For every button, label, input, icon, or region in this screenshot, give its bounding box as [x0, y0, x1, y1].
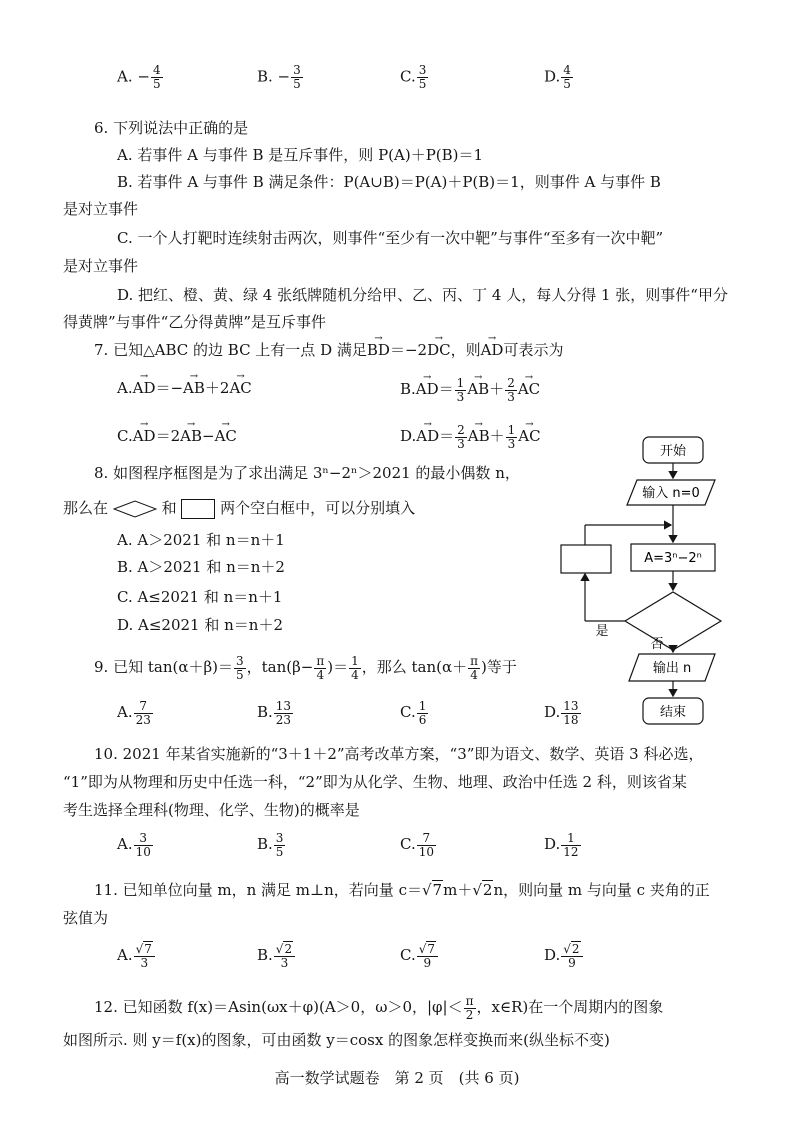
q6-option-a[interactable]: A. 若事件 A 与事件 B 是互斥事件，则 P(A)＋P(B)＝1 — [117, 146, 484, 164]
q9-option-d[interactable]: D. $\frac{13}{18}$ — [544, 698, 579, 727]
q6-stem: 6. 下列说法中正确的是 — [94, 119, 249, 137]
flowchart-blank-box — [561, 545, 611, 573]
q8-option-b[interactable]: B. A＞2021 和 n＝n＋2 — [117, 558, 285, 576]
flowchart-end-label: 结束 — [659, 705, 687, 720]
q11-option-c[interactable]: C. $\frac{√7}{9}$ — [400, 940, 439, 970]
q10-option-a[interactable]: A. $\frac{3}{10}$ — [117, 830, 151, 859]
flowchart-no-label: 否 — [650, 637, 664, 652]
q7-option-a[interactable]: A.→ AD＝−→ AB＋2→ AC — [117, 378, 252, 398]
q8-stem-line1: 8. 如图程序框图是为了求出满足 3ⁿ−2ⁿ＞2021 的最小偶数 n， — [94, 464, 520, 482]
q10-option-d[interactable]: D. $\frac{1}{12}$ — [544, 830, 579, 859]
q8-option-c[interactable]: C. A≤2021 和 n＝n＋1 — [117, 588, 283, 606]
q7-option-c[interactable]: C.→ AD＝2→ AB−→ AC — [117, 426, 237, 446]
flowchart-yes-label: 是 — [595, 624, 609, 639]
q9-stem: 9. 已知 tan(α＋β)＝ $\frac{3}{5}$ ，tan(β− $\frac{\pi}{4}$ )＝ $\frac{1}{4}$ ，那么 tan(α＋ $\frac{\pi}{4}$ )等于 — [94, 653, 517, 682]
option-d[interactable]: D. $\frac{4}{5}$ — [544, 63, 571, 91]
rectangle-shape-icon — [181, 499, 215, 519]
q7-option-d[interactable]: D.→ AD＝ $\frac{2}{3}$ → AB＋ $\frac{1}{3}$ → AC — [400, 421, 541, 451]
option-a[interactable]: A. − $\frac{4}{5}$ — [117, 63, 161, 91]
q11-option-d[interactable]: D. $\frac{√2}{9}$ — [544, 940, 584, 970]
q10-stem-line1: 10. 2021 年某省实施新的“3＋1＋2”高考改革方案，“3”即为语文、数学、英语 3 科必选， — [94, 745, 704, 763]
option-b[interactable]: B. − $\frac{3}{5}$ — [257, 63, 301, 91]
flowchart-output-label: 输出 n — [652, 661, 692, 676]
q7-stem: 7. 已知△ABC 的边 BC 上有一点 D 满足→ BD＝−2→ DC，则→ AD可表示为 — [94, 340, 563, 360]
flowchart-assign-label: A=3ⁿ−2ⁿ — [644, 551, 702, 566]
q11-stem-line1: 11. 已知单位向量 m，n 满足 m⊥n，若向量 c＝√7m＋√2n，则向量 m 与向量 c 夹角的正 — [94, 881, 710, 899]
q10-option-c[interactable]: C. $\frac{7}{10}$ — [400, 830, 434, 859]
q6-option-b-line1[interactable]: B. 若事件 A 与事件 B 满足条件：P(A∪B)＝P(A)＋P(B)＝1，则事件 A 与事件 B — [117, 173, 661, 191]
q11-stem-line2: 弦值为 — [63, 909, 109, 927]
page-footer: 高一数学试题卷 第 2 页 (共 6 页) — [274, 1069, 520, 1087]
q10-stem-line3: 考生选择全理科(物理、化学、生物)的概率是 — [63, 801, 360, 819]
q11-option-a[interactable]: A. $\frac{√7}{3}$ — [117, 940, 156, 970]
program-flowchart — [555, 430, 725, 730]
q9-option-a[interactable]: A. $\frac{7}{23}$ — [117, 698, 151, 727]
q6-option-d-line2[interactable]: 得黄牌”与事件“乙分得黄牌”是互斥事件 — [63, 313, 327, 331]
q6-option-c-line2[interactable]: 是对立事件 — [63, 257, 139, 275]
q12-stem-line2: 如图所示. 则 y＝f(x)的图象，可由函数 y＝cosx 的图象怎样变换而来(纵坐标不变) — [63, 1031, 610, 1049]
option-c[interactable]: C. $\frac{3}{5}$ — [400, 63, 427, 91]
q9-option-c[interactable]: C. $\frac{1}{6}$ — [400, 698, 427, 727]
flowchart-start-label: 开始 — [659, 444, 687, 459]
q10-stem-line2: “1”即为从物理和历史中任选一科，“2”即为从化学、生物、地理、政治中任选 2 科，则该省某 — [63, 773, 687, 791]
q11-option-b[interactable]: B. $\frac{√2}{3}$ — [257, 940, 296, 970]
flowchart-input-label: 输入 n=0 — [642, 486, 700, 501]
q8-option-d[interactable]: D. A≤2021 和 n＝n＋2 — [117, 616, 284, 634]
q10-option-b[interactable]: B. $\frac{3}{5}$ — [257, 830, 284, 859]
q8-option-a[interactable]: A. A＞2021 和 n＝n＋1 — [117, 531, 285, 549]
diamond-shape-icon — [113, 500, 157, 518]
q6-option-b-line2[interactable]: 是对立事件 — [63, 200, 139, 218]
q8-stem-line2: 那么在 和 两个空白框中，可以分别填入 — [63, 499, 416, 517]
q7-option-b[interactable]: B.→ AD＝ $\frac{1}{3}$ → AB＋ $\frac{2}{3}$ → AC — [400, 374, 540, 404]
flowchart-decision-diamond — [625, 592, 721, 650]
q12-stem-line1: 12. 已知函数 f(x)＝Asin(ωx＋φ)(A＞0，ω＞0，|φ|＜ $\frac{\pi}{2}$ ，x∈R)在一个周期内的图象 — [94, 993, 664, 1022]
q6-option-c-line1[interactable]: C. 一个人打靶时连续射击两次，则事件“至少有一次中靶”与事件“至多有一次中靶” — [117, 229, 664, 247]
q6-option-d-line1[interactable]: D. 把红、橙、黄、绿 4 张纸牌随机分给甲、乙、丙、丁 4 人，每人分得 1 张，则事件“甲分 — [117, 286, 728, 304]
q9-option-b[interactable]: B. $\frac{13}{23}$ — [257, 698, 292, 727]
